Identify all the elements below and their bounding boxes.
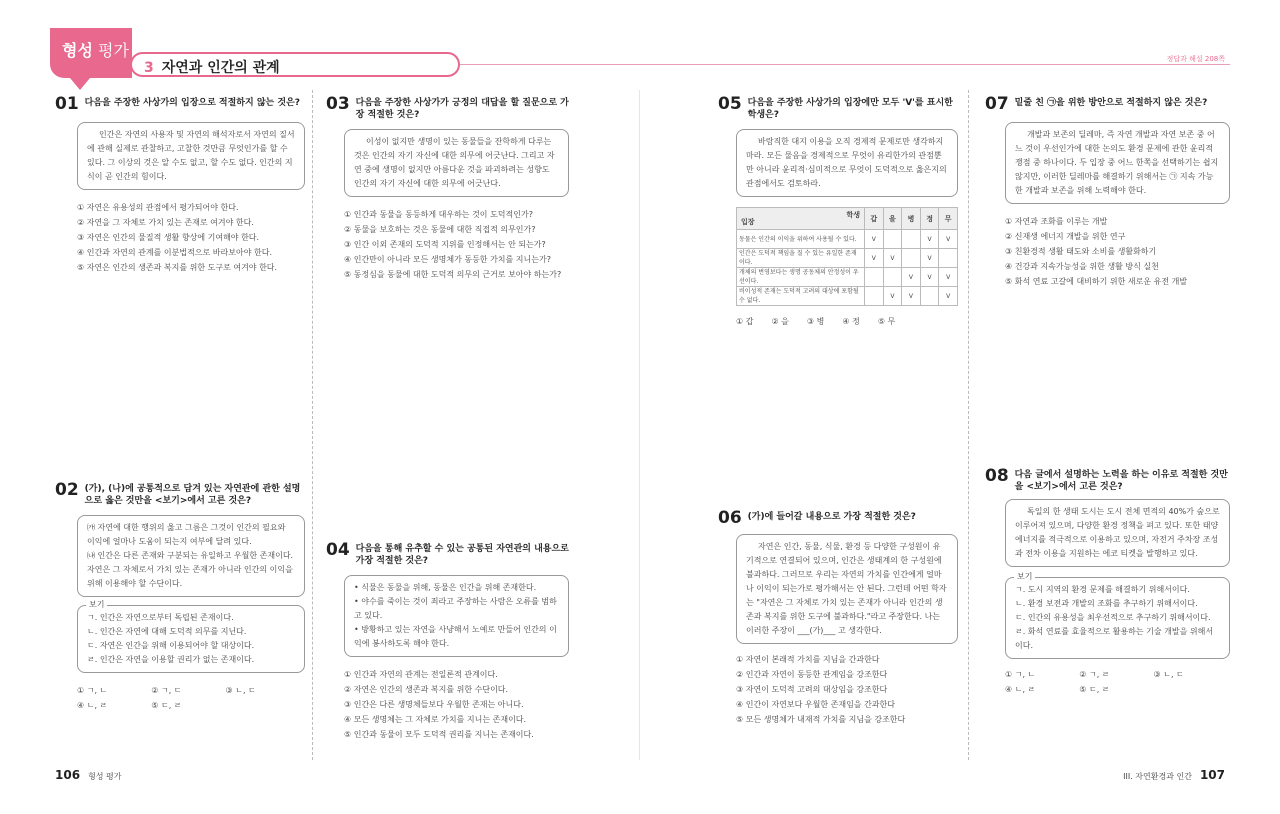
student-header: 갑 <box>865 208 884 230</box>
section-tag: 형성 평가 <box>50 28 132 78</box>
mark-cell <box>865 287 884 306</box>
choice[interactable]: ③ ㄴ, ㄷ <box>1153 670 1184 679</box>
question-text: 다음 글에서 설명하는 노력을 하는 이유로 적절한 것만을 <보기>에서 고른 것은? <box>1014 470 1228 492</box>
choices <box>77 683 305 713</box>
answer-reference: 정답과 해설 208쪽 <box>1166 55 1225 63</box>
bogi-item: ㄹ. 화석 연료를 효율적으로 활용하는 기술 개발을 위해서이다. <box>1015 627 1214 650</box>
choice[interactable]: ② 을 <box>771 317 789 326</box>
option[interactable]: ③ 인간은 다른 생명체들보다 우월한 존재는 아니다. <box>344 700 524 709</box>
choice[interactable]: ⑤ 무 <box>877 317 896 326</box>
options-list <box>77 200 305 275</box>
question-text: 다음을 주장한 사상가의 입장으로 적절하지 않는 것은? <box>84 98 300 108</box>
question-06 <box>718 508 963 727</box>
question-number: 05 <box>718 94 742 114</box>
choice[interactable]: ④ ㄴ, ㄹ <box>77 701 108 710</box>
table-row <box>737 230 958 249</box>
choice[interactable]: ② ㄱ, ㄹ <box>1079 670 1110 679</box>
bogi-item: ㄱ. 도시 지역의 환경 문제를 해결하기 위해서이다. <box>1015 585 1190 594</box>
options-list <box>736 652 963 727</box>
row-label: 인간은 도덕적 책임을 질 수 있는 유일한 존재이다. <box>737 249 865 268</box>
choice[interactable]: ③ 병 <box>806 317 825 326</box>
mark-cell <box>883 268 902 287</box>
question-text: 다음을 주장한 사상가가 긍정의 대답을 할 질문으로 가장 적절한 것은? <box>355 98 569 120</box>
choice[interactable]: ⑤ ㄷ, ㄹ <box>1079 685 1110 694</box>
column-divider <box>968 90 969 760</box>
options-list <box>344 667 571 742</box>
choice[interactable]: ④ 정 <box>842 317 860 326</box>
mark-cell: V <box>883 249 902 268</box>
passage-box: 자연은 인간, 동물, 식물, 환경 등 다양한 구성원이 유기적으로 연결되어 있으며, 인간은 생태계의 한 구성원에 불과하다. 그러므로 우리는 자연의 가치를 인간에게 얼마나 이익이 되는가로 평가해서는 안 된다. 그런데 어떤 학자는 "자연은 그 자체로 가치 있는 존재가 아니라 인간의 생존과 복지를 위한 도구에 불과하다."라고 주장한다. 나는 이러한 주장이 ___(가)___ 고 생각한다. <box>736 534 958 644</box>
row-label: 비이성적 존재는 도덕적 고려의 대상에 포함될 수 없다. <box>737 287 865 306</box>
mark-cell: V <box>920 268 939 287</box>
table-corner <box>737 208 865 230</box>
option[interactable]: ③ 친환경적 생활 태도와 소비를 생활화하기 <box>1005 247 1157 256</box>
option[interactable]: ③ 자연이 도덕적 고려의 대상임을 강조한다 <box>736 685 888 694</box>
option[interactable]: ④ 인간과 자연의 관계를 이분법적으로 바라보아야 한다. <box>77 248 272 257</box>
mark-cell: V <box>920 230 939 249</box>
option[interactable]: ① 인간과 동물을 동등하게 대우하는 것이 도덕적인가? <box>344 210 533 219</box>
option[interactable]: ① 인간과 자연의 관계는 전일론적 관계이다. <box>344 670 498 679</box>
option[interactable]: ① 자연은 유용성의 관점에서 평가되어야 한다. <box>77 203 239 212</box>
mark-cell: V <box>939 287 958 306</box>
bullet-item: • 식물은 동물을 위해, 동물은 인간을 위해 존재한다. <box>354 583 537 592</box>
question-number: 08 <box>985 466 1009 486</box>
question-08 <box>985 466 1230 697</box>
table-row <box>737 268 958 287</box>
table-row <box>737 287 958 306</box>
mark-cell: V <box>902 287 921 306</box>
bogi-item: ㄱ. 인간은 자연으로부터 독립된 존재이다. <box>87 613 234 622</box>
mark-cell: V <box>939 268 958 287</box>
option[interactable]: ③ 인간 이외 존재의 도덕적 지위를 인정해서는 안 되는가? <box>344 240 546 249</box>
option[interactable]: ④ 인간이 자연보다 우월한 존재임을 간과한다 <box>736 700 895 709</box>
mark-cell: V <box>865 249 884 268</box>
mark-cell: V <box>902 268 921 287</box>
row-label: 개체의 번영보다는 생명 공동체의 안정성이 우선이다. <box>737 268 865 287</box>
question-text: 밑줄 친 ㉠을 위한 방안으로 적절하지 않은 것은? <box>1014 98 1208 108</box>
student-header: 병 <box>902 208 921 230</box>
passage-box: 인간은 자연의 사용자 및 자연의 해석자로서 자연의 질서에 관해 실제로 관찰하고, 고찰한 것만큼 무엇인가를 할 수 있다. 그 이상의 것은 알 수도 없고, 할 수도 없다. 인간의 지식이 곧 인간의 힘이다. <box>77 122 305 190</box>
corner-bottom-label: 입장 <box>741 218 755 226</box>
question-02 <box>55 480 305 713</box>
passage-box <box>77 515 305 597</box>
option[interactable]: ① 자연이 본래적 가치를 지님을 간과한다 <box>736 655 880 664</box>
passage-box: 이성이 없지만 생명이 있는 동물들을 잔학하게 다루는 것은 인간의 자기 자신에 대한 의무에 어긋난다. 그리고 자연 중에 생명이 없지만 아름다운 것을 파괴하려는 성향도 인간의 자기 자신에 대한 의무에 어긋난다. <box>344 129 569 197</box>
column-divider <box>312 90 313 760</box>
footer-left <box>55 768 122 782</box>
bogi-label: 보기 <box>86 598 107 612</box>
row-label: 동물은 인간의 이익을 위하여 사용될 수 있다. <box>737 230 865 249</box>
option[interactable]: ② 자연은 인간의 생존과 복지를 위한 수단이다. <box>344 685 509 694</box>
options-list <box>1005 214 1230 289</box>
table-row <box>737 249 958 268</box>
question-text: 다음을 통해 유추할 수 있는 공통된 자연관의 내용으로 가장 적절한 것은? <box>355 544 569 566</box>
option[interactable]: ② 인간과 자연이 동등한 관계임을 강조한다 <box>736 670 888 679</box>
choice[interactable]: ④ ㄴ, ㄹ <box>1005 685 1036 694</box>
question-number: 03 <box>326 94 350 114</box>
choice[interactable]: ② ㄱ, ㄷ <box>151 686 182 695</box>
option[interactable]: ⑤ 화석 연료 고갈에 대비하기 위한 새로운 유전 개발 <box>1005 277 1188 286</box>
mark-cell <box>902 249 921 268</box>
option[interactable]: ③ 자연은 인간의 물질적 생활 향상에 기여해야 한다. <box>77 233 260 242</box>
mark-cell: V <box>920 249 939 268</box>
bogi-item: ㄴ. 인간은 자연에 대해 도덕적 의무를 지닌다. <box>87 627 247 636</box>
option[interactable]: ② 자연을 그 자체로 가치 있는 존재로 여겨야 한다. <box>77 218 254 227</box>
bogi-item: ㄴ. 환경 보전과 개발의 조화를 추구하기 위해서이다. <box>1015 599 1198 608</box>
option[interactable]: ④ 인간만이 아니라 모든 생명체가 동등한 가치를 지니는가? <box>344 255 551 264</box>
bogi-label: 보기 <box>1014 570 1035 584</box>
option[interactable]: ⑤ 동정심을 동물에 대한 도덕적 의무의 근거로 보아야 하는가? <box>344 270 562 279</box>
footer-right <box>1123 768 1225 782</box>
chapter-title <box>130 52 460 77</box>
bogi-box <box>1005 572 1230 659</box>
student-table <box>736 207 958 306</box>
choice[interactable]: ① 갑 <box>736 317 754 326</box>
page-number-right: 107 <box>1199 768 1225 782</box>
option[interactable]: ② 신재생 에너지 개발을 위한 연구 <box>1005 232 1126 241</box>
question-text: (가), (나)에 공통적으로 담겨 있는 자연관에 관한 설명으로 옳은 것만을 <보기>에서 고른 것은? <box>84 484 301 506</box>
bullet-item: • 야수를 죽이는 것이 죄라고 주장하는 사람은 오류를 범하고 있다. <box>354 597 557 620</box>
option[interactable]: ⑤ 모든 생명체가 내재적 가치를 지님을 강조한다 <box>736 715 906 724</box>
question-text: (가)에 들어갈 내용으로 가장 적절한 것은? <box>747 512 916 522</box>
option[interactable]: ⑤ 자연은 인간의 생존과 복지를 위한 도구로 여겨야 한다. <box>77 263 278 272</box>
page-gutter <box>639 90 640 760</box>
question-text: 다음을 주장한 사상가의 입장에만 모두 'V'를 표시한 학생은? <box>747 98 953 120</box>
question-number: 01 <box>55 94 79 114</box>
bullet-item: • 방황하고 있는 자연을 사냥해서 노예로 만들어 인간의 이익에 봉사하도록 해야 한다. <box>354 625 557 648</box>
bogi-item: ㄹ. 인간은 자연을 이용할 권리가 없는 존재이다. <box>87 655 255 664</box>
question-04 <box>326 540 571 742</box>
option[interactable]: ⑤ 인간과 동물이 모두 도덕적 권리를 지니는 존재이다. <box>344 730 534 739</box>
header-rule <box>460 64 1230 65</box>
bogi-box <box>77 600 305 673</box>
passage-box: 개발과 보존의 딜레마, 즉 자연 개발과 자연 보존 중 어느 것이 우선인가에 대한 논의도 환경 문제에 관한 윤리적 쟁점 중 하나이다. 두 입장 중 어느 한쪽을 선택하기는 쉽지 않지만, 이러한 딜레마를 해결하기 위해서는 ㉠ 지속 가능한 개발과 보존을 위해 노력해야 한다. <box>1005 122 1230 204</box>
student-header: 정 <box>920 208 939 230</box>
choices <box>1005 667 1230 697</box>
choices <box>736 314 963 329</box>
mark-cell <box>902 230 921 249</box>
mark-cell <box>883 230 902 249</box>
passage-b: ㈏ 인간은 다른 존재와 구분되는 유일하고 우월한 존재이다. 자연은 그 자체로서 가치 있는 존재가 아니라 인간의 이익을 위해 이용해야 할 수단이다. <box>87 551 294 588</box>
passage-box: 바람직한 대지 이용을 오직 경제적 문제로만 생각하지 마라. 모든 물음을 경제적으로 무엇이 유리한가의 관점뿐만 아니라 윤리적·심미적으로 무엇이 도덕적으로 옳은지의 관점에서도 검토하라. <box>736 129 958 197</box>
passage-box: 독일의 한 생태 도시는 도시 전체 면적의 40%가 숲으로 이루어져 있으며, 다양한 환경 정책을 펴고 있다. 또한 태양 에너지를 적극적으로 이용하고 있으며, 자전거 주차장 조성과 전차 이용을 지원하는 에코 티켓을 발행하고 있다. <box>1005 499 1230 567</box>
chapter-title-text: 자연과 인간의 관계 <box>161 60 280 76</box>
bogi-item: ㄷ. 자연은 인간을 위해 이용되어야 할 대상이다. <box>87 641 255 650</box>
student-header: 을 <box>883 208 902 230</box>
choice[interactable]: ③ ㄴ, ㄷ <box>225 686 256 695</box>
question-05 <box>718 94 963 329</box>
question-number: 04 <box>326 540 350 560</box>
choice[interactable]: ① ㄱ, ㄴ <box>77 686 108 695</box>
bogi-item: ㄷ. 인간의 유용성을 최우선적으로 추구하기 위해서이다. <box>1015 613 1211 622</box>
question-01 <box>55 94 305 275</box>
option[interactable]: ① 자연과 조화를 이루는 개발 <box>1005 217 1108 226</box>
choice[interactable]: ⑤ ㄷ, ㄹ <box>151 701 182 710</box>
footer-right-label: III. 자연환경과 인간 <box>1123 772 1192 781</box>
question-number: 06 <box>718 508 742 528</box>
question-07 <box>985 94 1230 289</box>
student-header: 무 <box>939 208 958 230</box>
passage-a: ㈎ 자연에 대한 행위의 옳고 그름은 그것이 인간의 필요와 이익에 얼마나 도움이 되는지 여부에 달려 있다. <box>87 523 286 546</box>
passage-box <box>344 575 569 657</box>
mark-cell <box>865 268 884 287</box>
mark-cell <box>939 249 958 268</box>
question-03 <box>326 94 571 282</box>
mark-cell: V <box>939 230 958 249</box>
page-number-left: 106 <box>55 768 81 782</box>
option[interactable]: ② 동물을 보호하는 것은 동물에 대한 직접적 의무인가? <box>344 225 536 234</box>
mark-cell <box>920 287 939 306</box>
option[interactable]: ④ 모든 생명체는 그 자체로 가치를 지니는 존재이다. <box>344 715 527 724</box>
question-number: 07 <box>985 94 1009 114</box>
mark-cell: V <box>883 287 902 306</box>
footer-left-label: 형성 평가 <box>88 772 122 781</box>
corner-top-label: 학생 <box>846 211 860 219</box>
chapter-number: 3 <box>144 60 154 76</box>
options-list <box>344 207 571 282</box>
choice[interactable]: ① ㄱ, ㄴ <box>1005 670 1036 679</box>
option[interactable]: ④ 건강과 지속가능성을 위한 생활 방식 실천 <box>1005 262 1159 271</box>
mark-cell: V <box>865 230 884 249</box>
question-number: 02 <box>55 480 79 500</box>
